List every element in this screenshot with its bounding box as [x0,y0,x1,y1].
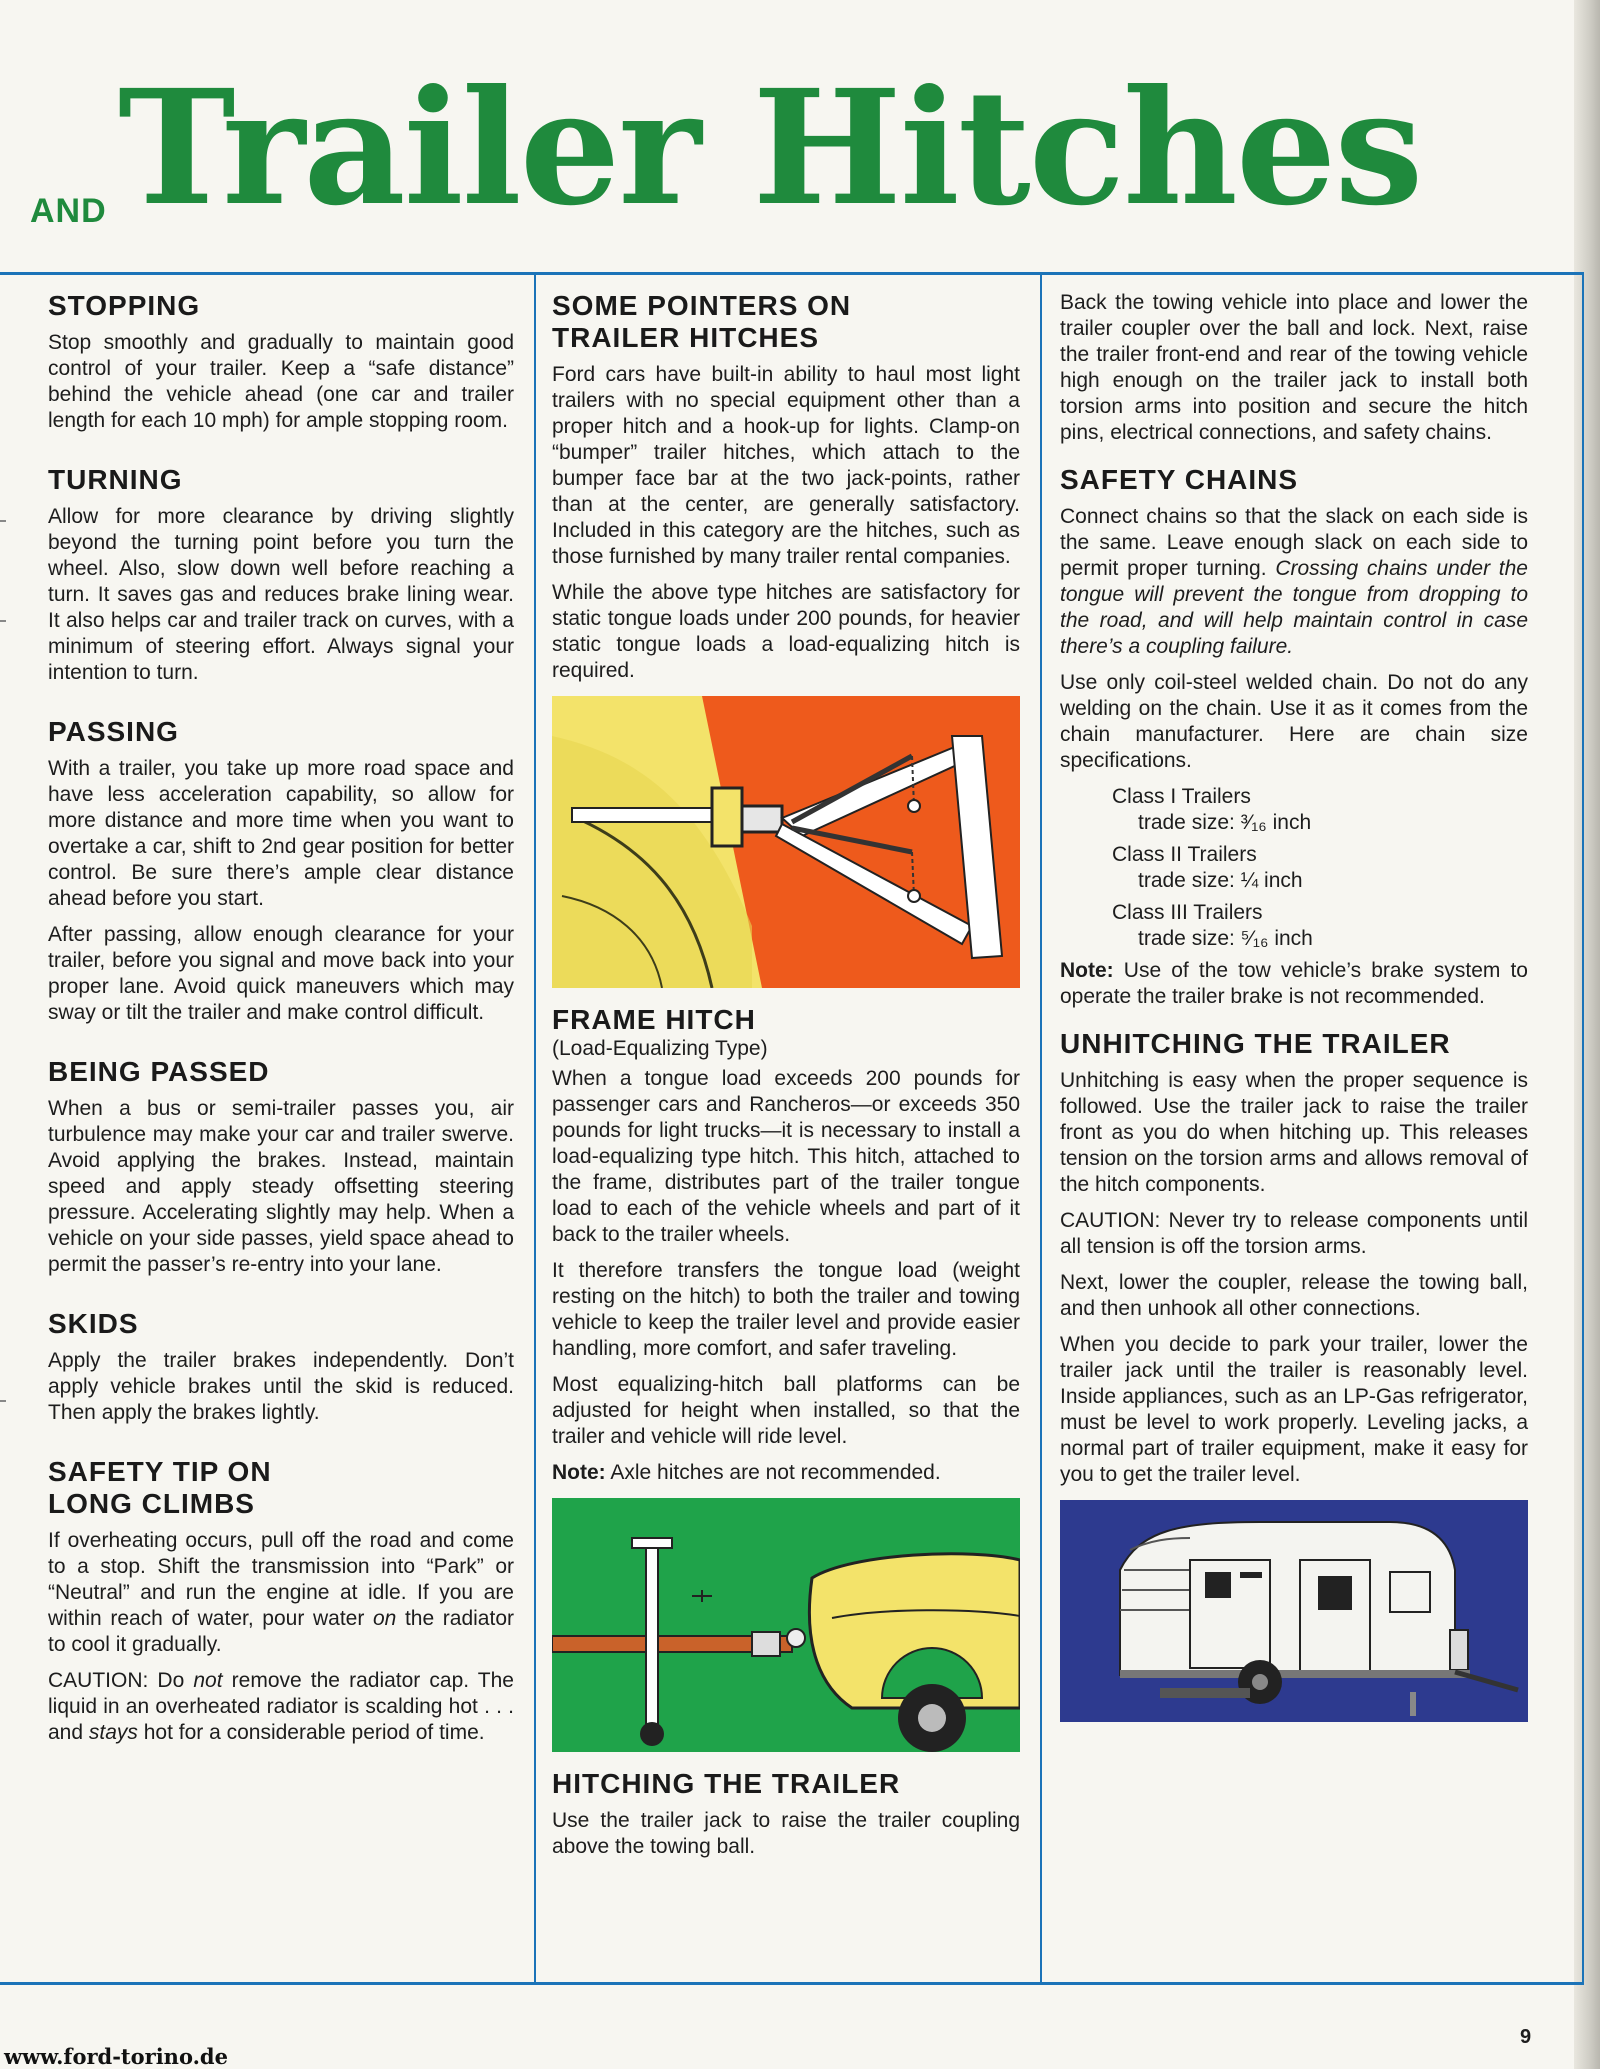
caution-paragraph: CAUTION: Never try to release components until all tension is off the torsion arms. [1060,1209,1528,1258]
heading-being-passed: BEING PASSED [48,1056,270,1087]
top-rule [0,272,1584,275]
caution-paragraph: CAUTION: Do not remove the radiator cap. The liquid in an overheated radiator is scalding hot . . . and stays hot for a considerable period of time. [48,1669,514,1744]
column-divider [534,272,536,1985]
subheading-load-equalizing: (Load-Equalizing Type) [552,1037,768,1060]
heading-frame-hitch: FRAME HITCH [552,1004,756,1035]
paragraph: It therefore transfers the tongue load (weight resting on the hitch) to both the trailer and towing vehicle to keep the trailer level and provide easier handling, more comfort, and safer traveling. [552,1259,1020,1360]
spec-class-1: Class I Trailers trade size: ³⁄₁₆ inch [1112,785,1312,834]
heading-skids: SKIDS [48,1308,139,1339]
heading-trailer-hitches: TRAILER HITCHES [552,322,819,353]
spec-class-2: Class II Trailers trade size: ¼ inch [1112,843,1303,892]
heading-turning: TURNING [48,464,183,495]
paragraph: When you decide to park your trailer, lower the trailer jack until the trailer is reasonably level. Inside appliances, such as an LP-Gas refrigerator, must be level to work properly. Leveling jacks, a normal part of trailer equipment, make it easy for you to get the trailer level. [1060,1333,1528,1486]
paragraph: Connect chains so that the slack on each side is the same. Leave enough slack on each side to permit proper turning. Crossing chains under the tongue will prevent the tongue from dropping to the road, and will help maintain control in case there’s a coupling failure. [1060,505,1528,658]
note-paragraph: Note: Axle hitches are not recommended. [552,1461,941,1484]
title-prefix: AND [30,192,107,230]
frame-hitch-illustration [552,696,1020,988]
heading-long-climbs: LONG CLIMBS [48,1488,255,1519]
paragraph: After passing, allow enough clearance for your trailer, before you signal and move back into your proper lane. Avoid quick maneuvers which may sway or tilt the trailer and make control difficult. [48,923,514,1024]
paragraph: Apply the trailer brakes independently. Don’t apply vehicle brakes until the skid is reduced. Then apply the brakes lightly. [48,1349,514,1424]
heading-hitching-the-trailer: HITCHING THE TRAILER [552,1768,901,1799]
paragraph: Allow for more clearance by driving slightly beyond the turning point before you turn the wheel. Also, slow down well before reaching a turn. It saves gas and reduces brake lining wear. It also helps car and trailer track on curves, with a minimum of steering effort. Always signal your intention to turn. [48,505,514,684]
heading-some-pointers: SOME POINTERS ON [552,290,852,321]
paragraph: Use the trailer jack to raise the trailer coupling above the towing ball. [552,1809,1020,1858]
column-left [48,290,514,1756]
paragraph: Ford cars have built-in ability to haul most light trailers with no special equipment other than a proper hitch and a hook-up for lights. Clamp-on “bumper” trailer hitches, which attach to the bumper face bar at the two jack-points, rather than at the center, are generally satisfactory. Included in this category are the hitches, such as those furnished by many trailer rental companies. [552,363,1020,568]
right-border [1582,272,1584,1985]
margin-mark [0,620,6,622]
paragraph: Unhitching is easy when the proper sequence is followed. Use the trailer jack to raise the trailer front as you do when hitching up. This releases tension on the torsion arms and allows removal of the hitch components. [1060,1069,1528,1196]
travel-trailer-illustration [1060,1500,1528,1722]
column-right [1060,290,1528,1738]
page-title: Trailer Hitches [118,56,1422,241]
note-paragraph: Note: Use of the tow vehicle’s brake system to operate the trailer brake is not recommended. [1060,959,1528,1008]
heading-safety-chains: SAFETY CHAINS [1060,464,1299,495]
page-number: 9 [1520,2026,1532,2048]
heading-passing: PASSING [48,716,179,747]
heading-stopping: STOPPING [48,290,201,321]
page-binding-edge [1574,0,1600,2069]
website-watermark: www.ford-torino.de [4,2044,228,2069]
margin-mark [0,520,6,522]
paragraph: When a bus or semi-trailer passes you, air turbulence may make your car and trailer swerve. Avoid applying the brakes. Instead, maintain speed and apply steady offsetting steering pressure. Accelerating slightly may help. When a vehicle on your side passes, yield space ahead to permit the passer’s re-entry into your lane. [48,1097,514,1276]
paragraph: Stop smoothly and gradually to maintain good control of your trailer. Keep a “safe distance” behind the vehicle ahead (one car and trailer length for each 10 mph) for ample stopping room. [48,331,514,432]
paragraph: While the above type hitches are satisfactory for static tongue loads under 200 pounds, for heavier static tongue loads a load-equalizing hitch is required. [552,581,1020,682]
paragraph: With a trailer, you take up more road space and have less acceleration capability, so allow for more distance and more time when you want to overtake a car, shift to 2nd gear position for better control. Be sure there’s ample clear distance ahead before you start. [48,757,514,910]
column-middle [552,290,1020,1870]
paragraph: When a tongue load exceeds 200 pounds for passenger cars and Rancheros—or exceeds 350 pounds for light trucks—it is necessary to install a load-equalizing type hitch. This hitch, attached to the frame, distributes part of the trailer tongue load to each of the vehicle wheels and part of it back to the trailer wheels. [552,1067,1020,1246]
paragraph: If overheating occurs, pull off the road and come to a stop. Shift the transmission into “Park” or “Neutral” and run the engine at idle. If you are within reach of water, pour water on the radiator to cool it gradually. [48,1529,514,1656]
paragraph: Back the towing vehicle into place and lower the trailer coupler over the ball and lock. Next, raise the trailer front-end and rear of the towing vehicle high enough on the trailer jack to install both torsion arms into position and secure the hitch pins, electrical connections, and safety chains. [1060,291,1528,444]
heading-safety-tip: SAFETY TIP ON [48,1456,272,1487]
spec-class-3: Class III Trailers trade size: ⁵⁄₁₆ inch [1112,901,1313,950]
heading-unhitching: UNHITCHING THE TRAILER [1060,1028,1451,1059]
paragraph: Most equalizing-hitch ball platforms can be adjusted for height when installed, so that the trailer and vehicle will ride level. [552,1373,1020,1448]
margin-mark [0,1400,6,1402]
column-divider [1040,272,1042,1985]
paragraph: Next, lower the coupler, release the towing ball, and then unhook all other connections. [1060,1271,1528,1320]
paragraph: Use only coil-steel welded chain. Do not do any welding on the chain. Use it as it comes from the chain manufacturer. Here are chain size specifications. [1060,671,1528,772]
axle-hitch-illustration [552,1498,1020,1752]
bottom-rule [0,1982,1584,1985]
